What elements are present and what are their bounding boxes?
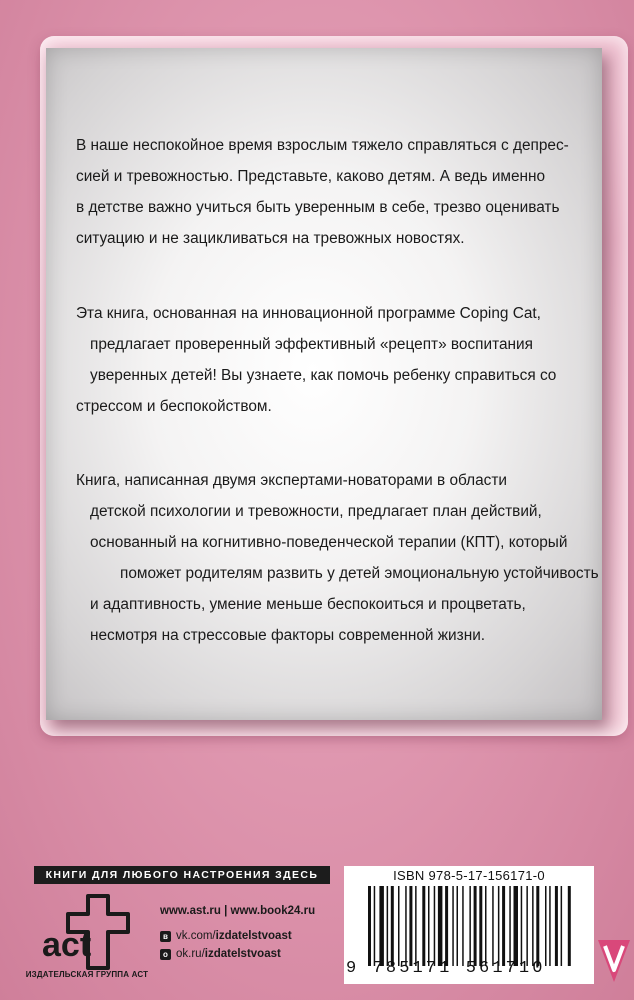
paragraph-line: предлагает проверенный эффективный «рецепт» воспитания [90,336,533,353]
publisher-logo-text: act [42,926,92,964]
paragraph-line: основанный на когнитивно-поведенческой терапии (КПТ), который [90,534,568,551]
barcode-block [344,866,594,984]
paragraph-line: стрессом и беспокойством. [76,398,272,415]
vk-icon: в [160,931,171,942]
paragraph-line: ситуацию и не зацикливаться на тревожных новостях. [76,230,465,247]
paragraph-line: поможет родителям развить у детей эмоциональную устойчивость [120,565,599,582]
ok-handle: izdatelstvoast [204,948,281,960]
vk-prefix: vk.com/ [176,930,216,942]
paragraph-line: В наше неспокойное время взрослым тяжело справляться с депрес- [76,137,569,154]
publisher-logo-icon [36,892,146,976]
paragraph-line: несмотря на стрессовые факторы современной жизни. [90,627,486,644]
isbn-text: ISBN 978-5-17-156171-0 [393,868,545,883]
ok-prefix: ok.ru/ [176,948,205,960]
barcode-digits: 9 785171 561710 [346,959,546,978]
ok-icon: о [160,949,171,960]
paragraph-3 [76,465,599,651]
tagline-banner: КНИГИ ДЛЯ ЛЮБОГО НАСТРОЕНИЯ ЗДЕСЬ [34,866,330,884]
vk-link[interactable] [160,930,292,942]
paragraph-line: Книга, написанная двумя экспертами-новаторами в области [76,472,508,489]
publisher-caption: ИЗДАТЕЛЬСКАЯ ГРУППА АСТ [25,970,149,979]
paragraph-line: сией и тревожностью. Представьте, каково детям. А ведь именно [76,168,546,185]
paragraph-line: Эта книга, основанная на инновационной программе Coping Cat, [76,305,541,322]
imprint-v-logo-icon [596,936,632,986]
paragraph-line: в детстве важно учиться быть уверенным в себе, трезво оценивать [76,199,560,216]
paragraph-1 [76,130,576,254]
paragraph-line: уверенных детей! Вы узнаете, как помочь ребенку справиться со [90,367,557,384]
ok-link[interactable] [160,948,281,960]
paragraph-line: детской психологии и тревожности, предлагает план действий, [90,503,542,520]
barcode-icon [368,886,594,966]
paragraph-line: и адаптивность, умение меньше беспокоиться и процветать, [90,596,526,613]
vk-handle: izdatelstvoast [215,930,292,942]
paragraph-2 [76,298,576,422]
website-links[interactable]: www.ast.ru | www.book24.ru [160,905,316,917]
